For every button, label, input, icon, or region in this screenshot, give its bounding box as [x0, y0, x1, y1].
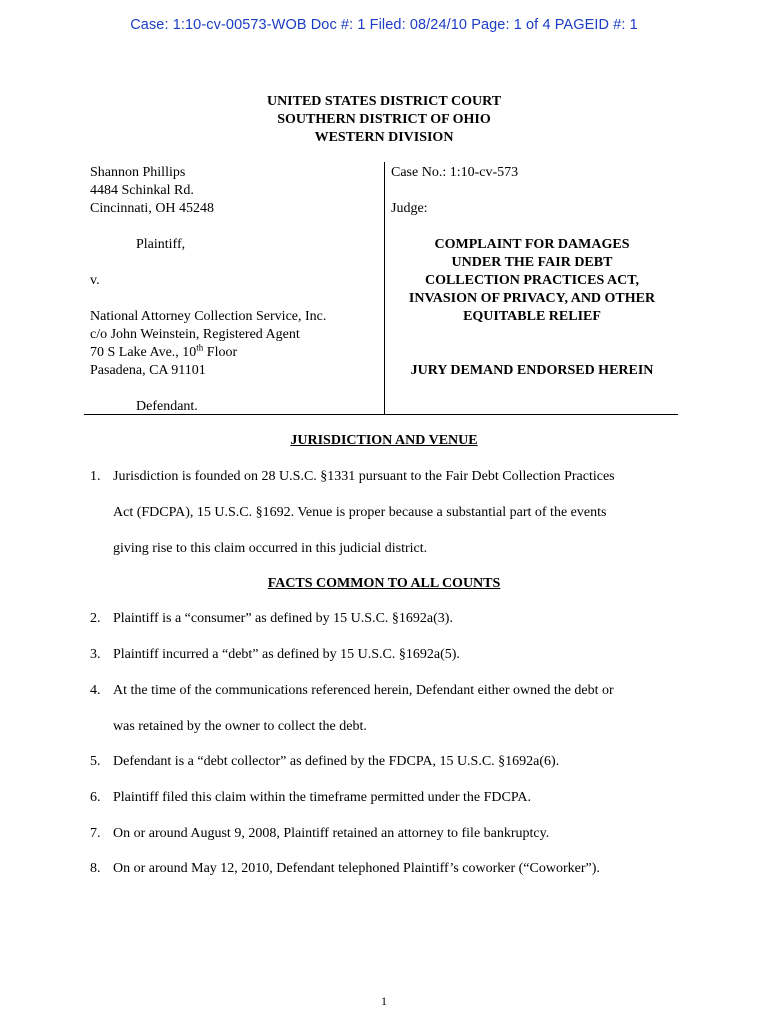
defendant-name: National Attorney Collection Service, Inc.: [90, 309, 327, 324]
section-jurisdiction-heading: JURISDICTION AND VENUE: [290, 433, 478, 448]
caption-divider-horizontal: [84, 414, 678, 415]
case-number: Case No.: 1:10-cv-573: [391, 165, 519, 180]
court-division: WESTERN DIVISION: [314, 130, 454, 145]
caption-parties: [90, 164, 380, 416]
defendant-address-street: 70 S Lake Ave., 10th Floor: [90, 342, 238, 360]
paragraph-5: 5. Defendant is a “debt collector” as defined by the FDCPA, 15 U.S.C. §1692a(6).: [90, 754, 560, 769]
versus: v.: [90, 273, 100, 288]
plaintiff-role: Plaintiff,: [136, 237, 186, 252]
defendant-role: Defendant.: [136, 399, 198, 414]
paragraph-6: 6. Plaintiff filed this claim within the timeframe permitted under the FDCPA.: [90, 790, 531, 805]
paragraph-1: 1. Jurisdiction is founded on 28 U.S.C. §1331 pursuant to the Fair Debt Collection Practices Act (FDCPA), 15 U.S.C. §1692. Venue is proper because a substantial part of the events giving rise to this claim occurred in this judicial district.: [90, 469, 615, 556]
paragraph-3: 3. Plaintiff incurred a “debt” as defined by 15 U.S.C. §1692a(5).: [90, 647, 460, 662]
paragraph-7: 7. On or around August 9, 2008, Plaintiff retained an attorney to file bankruptcy.: [90, 826, 550, 841]
plaintiff-address-city: Cincinnati, OH 45248: [90, 201, 215, 216]
paragraph-4: 4. At the time of the communications referenced herein, Defendant either owned the debt or was retained by the owner to collect the debt.: [90, 683, 614, 734]
court-district: SOUTHERN DISTRICT OF OHIO: [277, 112, 491, 127]
plaintiff-address-street: 4484 Schinkal Rd.: [90, 183, 194, 198]
paragraph-2: 2. Plaintiff is a “consumer” as defined by 15 U.S.C. §1692a(3).: [90, 611, 453, 626]
court-heading: [0, 93, 768, 147]
page-number: 1: [381, 994, 387, 1008]
defendant-address-city: Pasadena, CA 91101: [90, 363, 206, 378]
defendant-agent: c/o John Weinstein, Registered Agent: [90, 327, 300, 342]
plaintiff-name: Shannon Phillips: [90, 165, 186, 180]
paragraph-8: 8. On or around May 12, 2010, Defendant telephoned Plaintiff’s coworker (“Coworker”).: [90, 861, 600, 876]
section-facts-heading: FACTS COMMON TO ALL COUNTS: [267, 576, 501, 591]
jury-demand: JURY DEMAND ENDORSED HEREIN: [410, 363, 654, 378]
court-name: UNITED STATES DISTRICT COURT: [266, 94, 502, 109]
judge-label: Judge:: [391, 201, 428, 216]
caption-case-info: [391, 164, 673, 380]
complaint-title: COMPLAINT FOR DAMAGES UNDER THE FAIR DEBT COLLECTION PRACTICES ACT, INVASION OF PRIVACY, AND OTHER EQUITABLE RELIEF: [408, 237, 656, 324]
caption-divider-vertical: [384, 162, 385, 414]
filing-stamp: Case: 1:10-cv-00573-WOB Doc #: 1 Filed: 08/24/10 Page: 1 of 4 PAGEID #: 1: [130, 17, 638, 33]
